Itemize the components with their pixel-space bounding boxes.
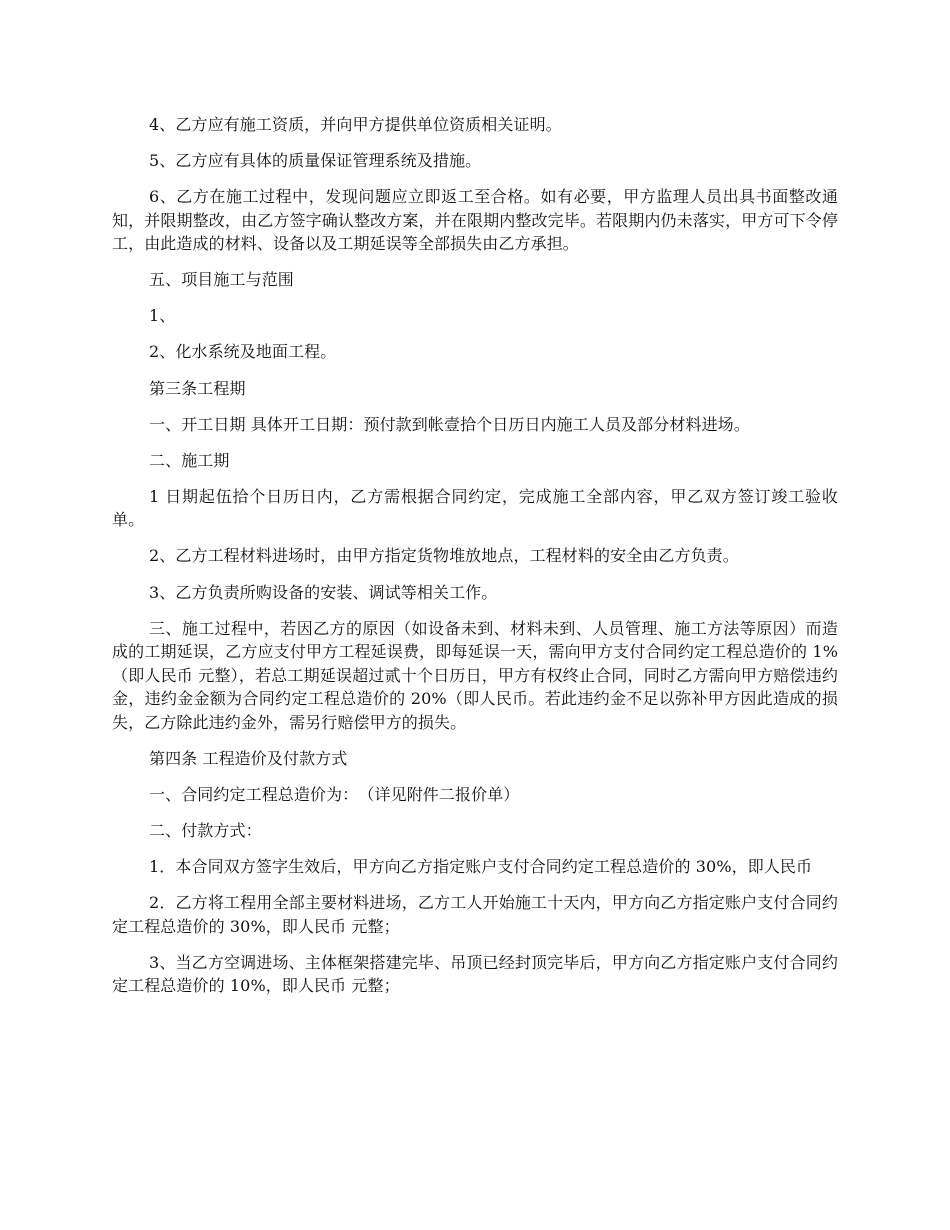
scope-item-2: 2、化水系统及地面工程。 bbox=[149, 342, 337, 362]
delay-penalty-paragraph: 三、施工过程中，若因乙方的原因（如设备未到、材料未到、人员管理、施工方法等原因）而造成的工期延误，乙方应支付甲方工程延误费，即每延误一天，需向甲方支付合同约定工程总造价的 1%（即人民币 元整），若总工期延误超过贰十个日历日，甲方有权终止合同，同时乙方需向甲方赔偿违约金，违约金金额为合同约定工程总造价的 20%（即人民币。若此违约金不足以弥补甲方因此造成的损失，乙方除此违约金外，需另行赔偿甲方的损失。 bbox=[112, 618, 838, 732]
construction-period-heading: 二、施工期 bbox=[149, 450, 230, 470]
scope-item-1: 1、 bbox=[149, 306, 176, 326]
article-4-heading: 第四条 工程造价及付款方式 bbox=[149, 748, 348, 768]
payment-method-heading: 二、付款方式： bbox=[149, 820, 262, 840]
period-item-2: 2、乙方工程材料进场时，由甲方指定货物堆放地点，工程材料的安全由乙方负责。 bbox=[149, 546, 739, 566]
document-page bbox=[112, 113, 838, 1010]
period-item-1: 1 日期起伍拾个日历日内，乙方需根据合同约定，完成施工全部内容，甲乙双方签订竣工验收单。 bbox=[112, 486, 838, 530]
payment-item-3: 3、当乙方空调进场、主体框架搭建完毕、吊顶已经封顶完毕后，甲方向乙方指定账户支付合同约定工程总造价的 10%，即人民币 元整； bbox=[112, 952, 838, 996]
clause-5-quality-system: 5、乙方应有具体的质量保证管理系统及措施。 bbox=[149, 151, 482, 171]
section-heading-scope: 五、项目施工与范围 bbox=[149, 270, 294, 290]
clause-6-rework: 6、乙方在施工过程中，发现问题应立即返工至合格。如有必要，甲方监理人员出具书面整改通知，并限期整改，由乙方签字确认整改方案，并在限期内整改完毕。若限期内仍未落实，甲方可下令停工，由此造成的材料、设备以及工期延误等全部损失由乙方承担。 bbox=[112, 187, 838, 254]
start-date-paragraph: 一、开工日期 具体开工日期：预付款到帐壹拾个日历日内施工人员及部分材料进场。 bbox=[149, 414, 750, 434]
article-3-heading: 第三条工程期 bbox=[149, 378, 246, 398]
payment-item-1: 1．本合同双方签字生效后，甲方向乙方指定账户支付合同约定工程总造价的 30%，即人民币 bbox=[149, 857, 813, 876]
payment-item-2: 2．乙方将工程用全部主要材料进场，乙方工人开始施工十天内，甲方向乙方指定账户支付合同约定工程总造价的 30%，即人民币 元整； bbox=[112, 893, 838, 936]
clause-4-qualification: 4、乙方应有施工资质，并向甲方提供单位资质相关证明。 bbox=[149, 115, 562, 134]
total-price-paragraph: 一、合同约定工程总造价为： （详见附件二报价单） bbox=[149, 784, 520, 804]
period-item-3: 3、乙方负责所购设备的安装、调试等相关工作。 bbox=[149, 582, 498, 602]
